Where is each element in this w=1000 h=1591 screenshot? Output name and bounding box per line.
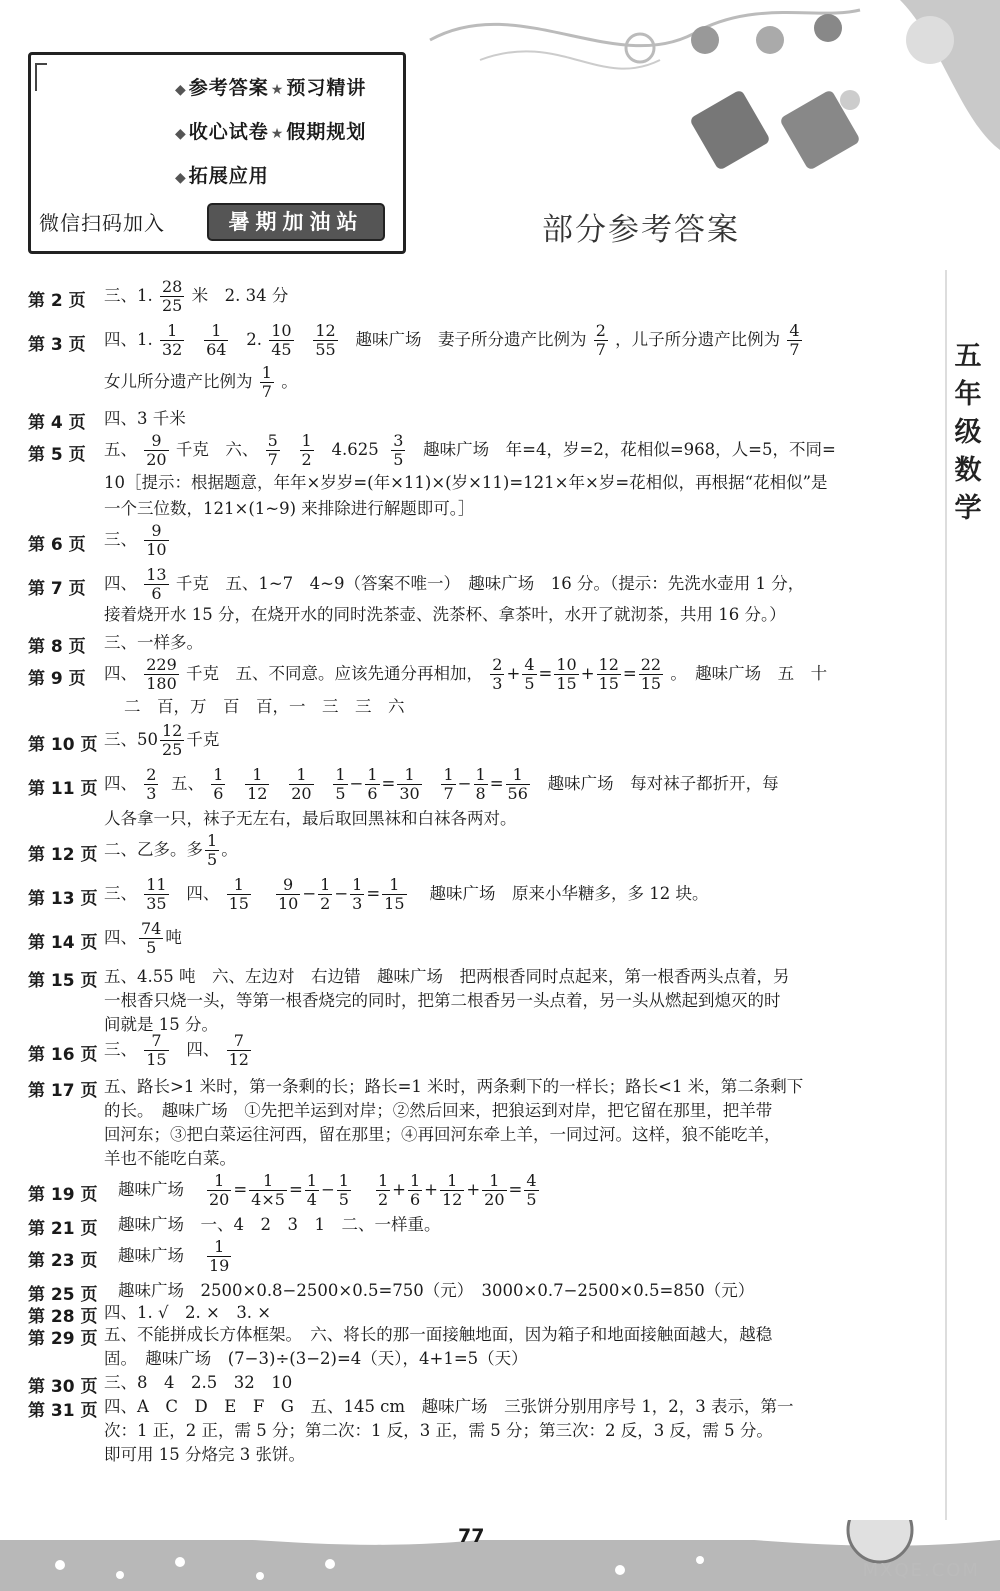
label-p31: 第 31 页 xyxy=(28,1401,98,1421)
fraction: $\frac{1}{4}$ xyxy=(306,1171,317,1209)
label-p8: 第 8 页 xyxy=(28,637,86,657)
promo-row-1: ◆ 参考答案 ★ 预习精讲 xyxy=(175,77,367,99)
fraction: $\frac{1}{3}$ xyxy=(352,875,363,913)
fraction: $\frac{1}{20}$ xyxy=(291,765,312,803)
label-p16: 第 16 页 xyxy=(28,1045,98,1065)
fraction: $\frac{1}{2}$ xyxy=(320,875,331,913)
label-p28: 第 28 页 xyxy=(28,1307,98,1327)
fraction: $\frac{229}{180}$ xyxy=(146,655,177,693)
fraction: $\frac{1}{15}$ xyxy=(384,875,405,913)
answer-p3: 四、1. $\frac{1}{32}$ $\frac{1}{64}$ 2. $\frac{10}{45}$ $\frac{12}{55}$ 趣味广场 妻子所分遗产比例为 $\frac{2}{7}$ ，儿子所分遗产比例为 $\frac{4}{7}$ xyxy=(104,321,800,359)
answer-p16: 三、 $\frac{7}{15}$ 四、 $\frac{7}{12}$ xyxy=(104,1031,249,1069)
answer-p7-cont: 接着烧开水 15 分，在烧开水的同时洗茶壶、洗茶杯、拿茶叶，水开了就沏茶，共用 16 分。） xyxy=(104,605,786,624)
fraction: $\frac{2}{7}$ xyxy=(595,321,606,359)
fraction: $\frac{1}{5}$ xyxy=(207,831,218,869)
answer-p19: 趣味广场 $\frac{1}{20}$ = $\frac{1}{4\times 5}$ = $\frac{1}{4}$ − $\frac{1}{5}$ $\frac{1}{2}$ + $\frac{1}{6}$ + $\frac{1}{12}$ + $\frac{1}{20}$ = $\frac{4}{5}$ xyxy=(118,1171,537,1209)
answer-p25: 趣味广场 2500×0.8−2500×0.5=750（元） 3000×0.7−2500×0.5=850（元） xyxy=(118,1281,755,1300)
answer-p3-cont: 女儿所分遗产比例为 $\frac{1}{7}$ 。 xyxy=(104,363,298,401)
label-p10: 第 10 页 xyxy=(28,735,98,755)
wechat-text: 微信扫码加入 xyxy=(39,211,165,235)
answer-p11: 四、 $\frac{2}{3}$ 五、 $\frac{1}{6}$ $\frac{1}{12}$ $\frac{1}{20}$ $\frac{1}{5}$ − $\frac{1}{6}$ = $\frac{1}{30}$ $\frac{1}{7}$ − $\frac{1}{8}$ = $\frac{1}{56}$ 趣味广场 每对袜子都折开，每 xyxy=(104,765,779,803)
answer-p10: 三、50 $\frac{12}{25}$ 千克 xyxy=(104,721,220,759)
answer-p5: 五、 $\frac{9}{20}$ 千克 六、 $\frac{5}{7}$ $\frac{1}{2}$ 4.625 $\frac{3}{5}$ 趣味广场 年=4，岁=2，花相似=968，人=5，不同= xyxy=(104,431,836,469)
answer-p8: 三、一样多。 xyxy=(104,633,203,652)
fraction: $\frac{10}{45}$ xyxy=(271,321,292,359)
answer-p2: 三、1. $\frac{28}{25}$ 米 2. 34 分 xyxy=(104,277,289,315)
answer-p31-3: 即可用 15 分烙完 3 张饼。 xyxy=(104,1445,305,1464)
label-p3: 第 3 页 xyxy=(28,335,86,355)
label-p5: 第 5 页 xyxy=(28,445,86,465)
label-p6: 第 6 页 xyxy=(28,535,86,555)
label-p15: 第 15 页 xyxy=(28,971,98,991)
fraction: $\frac{1}{56}$ xyxy=(507,765,528,803)
fraction: $\frac{1}{30}$ xyxy=(399,765,420,803)
label-p13: 第 13 页 xyxy=(28,889,98,909)
page-title: 部分参考答案 xyxy=(542,212,740,248)
label-p11: 第 11 页 xyxy=(28,779,98,799)
label-p4: 第 4 页 xyxy=(28,413,86,433)
answer-p14: 四、 $\frac{74}{5}$ 吨 xyxy=(104,919,182,957)
fraction: $\frac{4}{5}$ xyxy=(524,655,535,693)
answer-p11-cont: 人各拿一只，袜子无左右，最后取回黑袜和白袜各两对。 xyxy=(104,809,517,828)
fraction: $\frac{1}{7}$ xyxy=(443,765,454,803)
fraction: $\frac{1}{5}$ xyxy=(338,1171,349,1209)
answer-p17-1: 五、路长>1 米时，第一条剩的长；路长=1 米时，两条剩下的一样长；路长<1 米，第二条剩下 xyxy=(104,1077,804,1096)
answer-p9-cont: 二 百，万 百 百，一 三 三 六 xyxy=(124,697,405,716)
label-p9: 第 9 页 xyxy=(28,669,86,689)
fraction: $\frac{9}{10}$ xyxy=(146,521,167,559)
fraction: $\frac{1}{20}$ xyxy=(208,1171,230,1209)
fraction: $\frac{13}{6}$ xyxy=(146,565,167,603)
answer-p23: 趣味广场 $\frac{1}{19}$ xyxy=(118,1237,230,1275)
fraction: $\frac{1}{20}$ xyxy=(484,1171,505,1209)
answer-p29-2: 固。 趣味广场 (7−3)÷(3−2)=4（天），4+1=5（天） xyxy=(104,1349,528,1368)
answer-p7: 四、 $\frac{13}{6}$ 千克 五、1~7 4~9（答案不唯一） 趣味广场 16 分。（提示：先洗水壶用 1 分， xyxy=(104,565,805,603)
answer-p9: 四、 $\frac{229}{180}$ 千克 五、不同意。应该先通分再相加， $\frac{2}{3}$ + $\frac{4}{5}$ = $\frac{10}{15}$ + $\frac{12}{15}$ = $\frac{22}{15}$ 。 趣味广场 五 十 xyxy=(104,655,828,693)
label-p14: 第 14 页 xyxy=(28,933,98,953)
summer-badge: 暑期加油站 xyxy=(207,203,385,241)
fraction: $\frac{12}{25}$ xyxy=(162,721,183,759)
fraction: $\frac{7}{12}$ xyxy=(228,1031,249,1069)
answer-p17-3: 回河东；③把白菜运往河西，留在那里；④再回河东牵上羊，一同过河。这样，狼不能吃羊， xyxy=(104,1125,781,1144)
label-p17: 第 17 页 xyxy=(28,1081,98,1101)
answer-p31-2: 次：1 正，2 正，需 5 分；第二次：1 反，3 正，需 5 分；第三次：2 反，3 反，需 5 分。 xyxy=(104,1421,773,1440)
fraction: $\frac{7}{15}$ xyxy=(146,1031,167,1069)
answer-p5-cont1: 10［提示：根据题意，年年×岁岁=(年×11)×(岁×11)=121×年×岁=花相似，再根据“花相似”是 xyxy=(104,473,828,492)
fraction: $\frac{12}{55}$ xyxy=(315,321,336,359)
fraction: $\frac{1}{5}$ xyxy=(335,765,346,803)
fraction: $\frac{1}{6}$ xyxy=(409,1171,421,1209)
answer-p15-3: 间就是 15 分。 xyxy=(104,1015,218,1034)
label-p30: 第 30 页 xyxy=(28,1377,98,1397)
answer-p29-1: 五、不能拼成长方体框架。 六、将长的那一面接触地面，因为箱子和地面接触面越大，越稳 xyxy=(104,1325,773,1344)
label-p25: 第 25 页 xyxy=(28,1285,98,1305)
fraction: $\frac{11}{35}$ xyxy=(146,875,167,913)
answer-p13: 三、 $\frac{11}{35}$ 四、 $\frac{1}{15}$ $\frac{9}{10}$ − $\frac{1}{2}$ − $\frac{1}{3}$ = $\frac{1}{15}$ 趣味广场 原来小华糖多，多 12 块。 xyxy=(104,875,709,913)
fraction: $\frac{2}{3}$ xyxy=(492,655,503,693)
fraction: $\frac{10}{15}$ xyxy=(556,655,577,693)
fraction: $\frac{4}{5}$ xyxy=(526,1171,537,1209)
answer-p28: 四、1. √ 2. × 3. × xyxy=(104,1303,272,1322)
promo-box xyxy=(28,52,406,254)
fraction: $\frac{1}{6}$ xyxy=(367,765,378,803)
watermark: MXQE.COM xyxy=(862,1560,980,1581)
answer-p17-4: 羊也不能吃白菜。 xyxy=(104,1149,236,1168)
fraction: $\frac{1}{4\times 5}$ xyxy=(251,1171,285,1209)
answer-p31-1: 四、A C D E F G 五、145 cm 趣味广场 三张饼分别用序号 1，2，3 表示，第一 xyxy=(104,1397,794,1416)
fraction: $\frac{5}{7}$ xyxy=(267,431,278,469)
fraction: $\frac{2}{3}$ xyxy=(146,765,157,803)
fraction: $\frac{1}{19}$ xyxy=(208,1237,230,1275)
side-divider xyxy=(945,270,947,1520)
fraction: $\frac{1}{7}$ xyxy=(261,363,272,401)
promo-row-3: ◆ 拓展应用 xyxy=(175,165,269,187)
footer-decoration xyxy=(0,1520,1000,1591)
fraction: $\frac{12}{15}$ xyxy=(598,655,619,693)
fraction: $\frac{1}{15}$ xyxy=(228,875,249,913)
fraction: $\frac{1}{6}$ xyxy=(213,765,224,803)
answer-p15-1: 五、4.55 吨 六、左边对 右边错 趣味广场 把两根香同时点起来，第一根香两头点着，另 xyxy=(104,967,790,986)
fraction: $\frac{1}{32}$ xyxy=(162,321,183,359)
fraction: $\frac{1}{8}$ xyxy=(475,765,486,803)
answer-p21: 趣味广场 一、4 2 3 1 二、一样重。 xyxy=(118,1215,441,1234)
answer-p5-cont2: 一个三位数，121×(1~9) 来排除进行解题即可。］ xyxy=(104,499,475,518)
answer-p17-2: 的长。 趣味广场 ①先把羊运到对岸；②然后回来，把狼运到对岸，把它留在那里，把羊带 xyxy=(104,1101,773,1120)
fraction: $\frac{28}{25}$ xyxy=(162,277,183,315)
page-number: 77 xyxy=(458,1525,485,1547)
fraction: $\frac{74}{5}$ xyxy=(141,919,162,957)
fraction: $\frac{1}{2}$ xyxy=(301,431,312,469)
fraction: $\frac{1}{12}$ xyxy=(247,765,268,803)
fraction: $\frac{9}{20}$ xyxy=(146,431,167,469)
fraction: $\frac{9}{10}$ xyxy=(277,875,299,913)
side-title: 五 年 级 数 学 xyxy=(954,341,982,524)
fraction: $\frac{22}{15}$ xyxy=(640,655,662,693)
answer-p15-2: 一根香只烧一头，等第一根香烧完的同时，把第二根香另一头点着，另一头从燃起到熄灭的时 xyxy=(104,991,781,1010)
fraction: $\frac{1}{2}$ xyxy=(377,1171,389,1209)
label-p23: 第 23 页 xyxy=(28,1251,98,1271)
label-p19: 第 19 页 xyxy=(28,1185,98,1205)
answer-p4: 四、3 千米 xyxy=(104,409,186,428)
fraction: $\frac{1}{12}$ xyxy=(441,1171,463,1209)
label-p29: 第 29 页 xyxy=(28,1329,98,1349)
fraction: $\frac{4}{7}$ xyxy=(789,321,800,359)
label-p12: 第 12 页 xyxy=(28,845,98,865)
fraction: $\frac{1}{64}$ xyxy=(206,321,227,359)
answer-p6: 三、 $\frac{9}{10}$ xyxy=(104,521,167,559)
fraction: $\frac{3}{5}$ xyxy=(393,431,404,469)
label-p21: 第 21 页 xyxy=(28,1219,98,1239)
label-p2: 第 2 页 xyxy=(28,291,86,311)
label-p7: 第 7 页 xyxy=(28,579,86,599)
promo-row-2: ◆ 收心试卷 ★ 假期规划 xyxy=(175,121,367,143)
answer-p30: 三、8 4 2.5 32 10 xyxy=(104,1373,293,1392)
answer-p12: 二、乙多。多 $\frac{1}{5}$ 。 xyxy=(104,831,238,869)
